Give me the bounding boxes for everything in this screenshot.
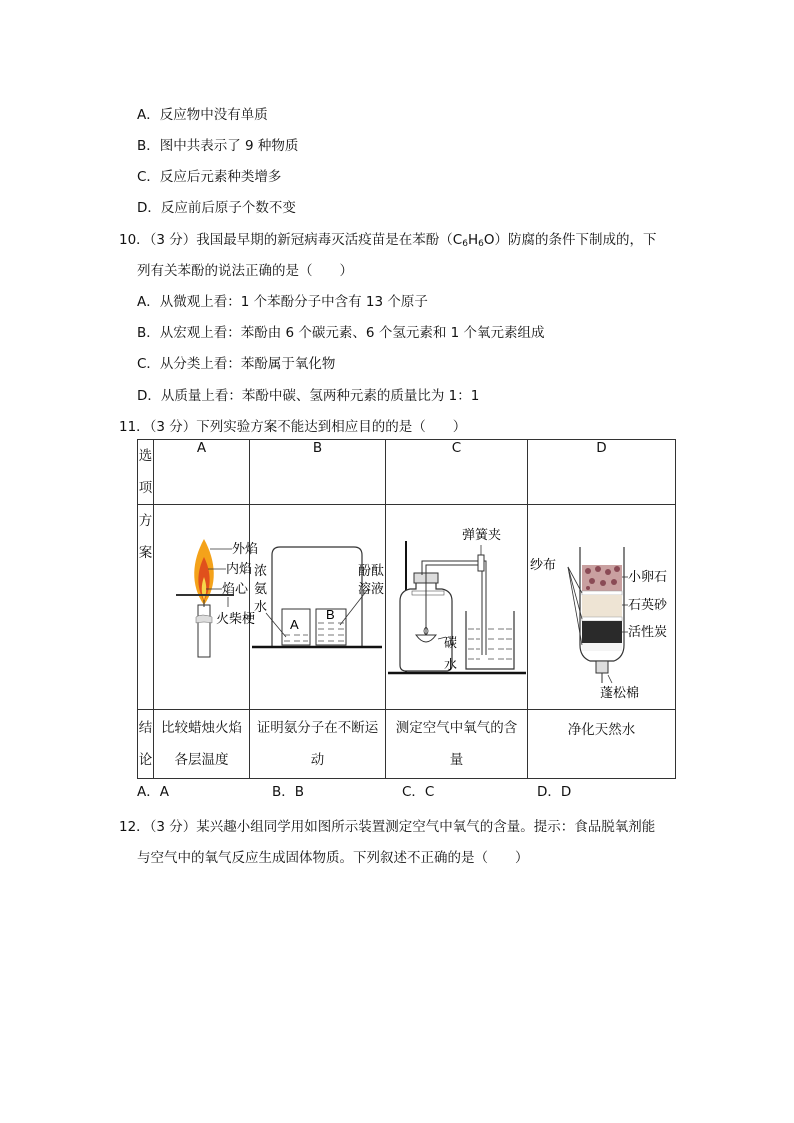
q10-option-b: B．从宏观上看：苯酚由 6 个碳元素、6 个氢元素和 1 个氧元素组成 [137,325,545,341]
figure-oxygen [386,505,528,710]
label-ammonia-2: 氨 [254,581,268,596]
row-label-plan: 方 案 [138,505,154,710]
q11-answer-a: A．A [137,784,169,800]
conclusion-a: 比较蜡烛火焰 各层温度 [154,710,250,779]
conclusion-b: 证明氨分子在不断运 动 [250,710,386,779]
label-cotton: 蓬松棉 [600,685,640,700]
spring-clamp [478,555,484,571]
q9-option-b: B．图中共表示了 9 种物质 [137,138,299,154]
q10-option-d: D．从质量上看：苯酚中碳、氢两种元素的质量比为 1：1 [137,388,480,404]
q10-option-c: C．从分类上看：苯酚属于氧化物 [137,356,336,372]
q10-stem-line2: 列有关苯酚的说法正确的是（ ） [137,263,353,279]
label-water: 水 [444,657,458,672]
figure-ammonia [250,505,386,710]
outlet [596,661,608,673]
row-label-option: 选 项 [138,440,154,505]
label-sand: 石英砂 [628,597,668,612]
label-inner-flame: 内焰 [226,561,253,576]
label-gauze: 纱布 [530,557,557,572]
q11-answer-b: B．B [272,784,305,800]
carbon-layer [582,621,622,643]
q10-stem-line1 [119,228,657,249]
q11-table [137,439,676,779]
water-beaker [466,611,514,669]
q10-option-a: A．从微观上看：1 个苯酚分子中含有 13 个原子 [137,294,428,310]
header-c: C [386,440,528,505]
q10-subscript: 6 [478,239,484,249]
table-row-conclusion [138,710,676,779]
q10-stem-text: H [467,232,479,248]
q10-subscript: 6 [462,239,468,249]
label-activated-carbon: 活性炭 [628,624,668,639]
table-row-header [138,440,676,505]
q10-stem-text: O）防腐的条件下制成的，下 [483,232,657,248]
label-spring-clamp: 弹簧夹 [462,527,502,542]
conclusion-d: 净化天然水 [528,710,676,779]
figure-candle [154,505,259,710]
q12-stem-line2: 与空气中的氧气反应生成固体物质。下列叙述不正确的是（ ） [137,850,529,866]
label-pebble: 小卵石 [628,569,668,584]
q9-option-d: D．反应前后原子个数不变 [137,200,296,216]
header-a: A [154,440,250,505]
label-flame-core: 焰心 [222,581,249,596]
conclusion-c: 测定空气中氧气的含 量 [386,710,528,779]
sand-layer [582,595,622,617]
label-ammonia-1: 浓 [254,563,268,578]
label-phenol-2: 溶液 [358,581,385,596]
cotton-layer [582,643,622,651]
row-label-conclusion: 结 论 [138,710,154,779]
candle-body [198,605,210,657]
q11-answer-d: D．D [537,784,572,800]
q11-answer-c: C．C [402,784,435,800]
figure-water-filter [528,505,676,710]
q9-option-c: C．反应后元素种类增多 [137,169,282,185]
label-carbon: 碳 [444,635,458,650]
label-beaker-b: B [326,607,335,622]
label-match: 火柴梗 [216,611,256,626]
q10-stem-text: 10．（3 分）我国最早期的新冠病毒灭活疫苗是在苯酚（C [119,232,463,248]
q12-stem-line1: 12．（3 分）某兴趣小组同学用如图所示装置测定空气中氧气的含量。提示：食品脱氧剂能 [119,819,656,835]
label-phenol-1: 酚酞 [358,563,385,578]
label-beaker-a: A [290,617,299,632]
q11-stem: 11．（3 分）下列实验方案不能达到相应目的的是（ ） [119,419,467,435]
label-ammonia-3: 水 [254,599,268,614]
q9-option-a: A．反应物中没有单质 [137,107,268,123]
table-row-plan [138,505,676,710]
header-b: B [250,440,386,505]
label-outer-flame: 外焰 [232,541,259,556]
header-d: D [528,440,676,505]
